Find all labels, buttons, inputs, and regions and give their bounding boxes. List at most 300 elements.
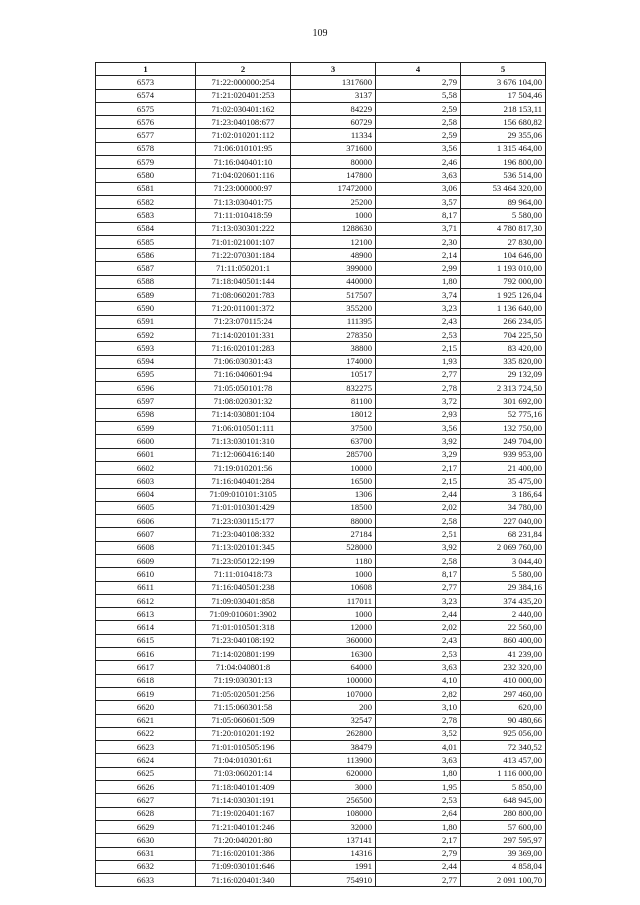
cadastral-number-cell: 71:12:060416:140 [196, 448, 291, 461]
table-row [96, 461, 546, 474]
cadastral-number-cell: 71:20:011001:372 [196, 302, 291, 315]
value-cell: 249 704,00 [461, 435, 546, 448]
cadastral-number-cell: 71:13:020101:345 [196, 541, 291, 554]
table-row [96, 315, 546, 328]
row-number-cell: 6584 [96, 222, 196, 235]
table-row [96, 262, 546, 275]
value-cell: 1 136 640,00 [461, 302, 546, 315]
table-row [96, 76, 546, 89]
row-number-cell: 6604 [96, 488, 196, 501]
area-cell: 113900 [291, 754, 376, 767]
rate-cell: 2,99 [376, 262, 461, 275]
row-number-cell: 6624 [96, 754, 196, 767]
value-cell: 536 514,00 [461, 169, 546, 182]
row-number-cell: 6618 [96, 674, 196, 687]
value-cell: 132 750,00 [461, 422, 546, 435]
value-cell: 939 953,00 [461, 448, 546, 461]
area-cell: 14316 [291, 847, 376, 860]
cadastral-number-cell: 71:02:010201:112 [196, 129, 291, 142]
table-row [96, 714, 546, 727]
rate-cell: 1,80 [376, 767, 461, 780]
value-cell: 2 091 100,70 [461, 874, 546, 887]
value-cell: 4 780 817,30 [461, 222, 546, 235]
area-cell: 517507 [291, 289, 376, 302]
rate-cell: 2,43 [376, 634, 461, 647]
cadastral-number-cell: 71:19:030301:13 [196, 674, 291, 687]
cadastral-number-cell: 71:09:010601:3902 [196, 608, 291, 621]
row-number-cell: 6622 [96, 727, 196, 740]
value-cell: 860 400,00 [461, 634, 546, 647]
area-cell: 64000 [291, 661, 376, 674]
rate-cell: 3,10 [376, 701, 461, 714]
value-cell: 17 504,46 [461, 89, 546, 102]
value-cell: 35 475,00 [461, 475, 546, 488]
area-cell: 18012 [291, 408, 376, 421]
cadastral-number-cell: 71:19:020401:167 [196, 807, 291, 820]
column-header: 5 [461, 63, 546, 76]
value-cell: 2 313 724,50 [461, 382, 546, 395]
area-cell: 371600 [291, 142, 376, 155]
area-cell: 1288630 [291, 222, 376, 235]
cadastral-number-cell: 71:22:070301:184 [196, 249, 291, 262]
rate-cell: 2,77 [376, 581, 461, 594]
rate-cell: 2,02 [376, 501, 461, 514]
cadastral-number-cell: 71:16:020101:283 [196, 342, 291, 355]
cadastral-number-cell: 71:23:000000:97 [196, 182, 291, 195]
table-row [96, 874, 546, 887]
area-cell: 60729 [291, 116, 376, 129]
area-cell: 832275 [291, 382, 376, 395]
rate-cell: 2,79 [376, 76, 461, 89]
cadastral-number-cell: 71:21:040101:246 [196, 820, 291, 833]
area-cell: 10517 [291, 368, 376, 381]
area-cell: 137141 [291, 834, 376, 847]
table-row [96, 847, 546, 860]
area-cell: 1000 [291, 209, 376, 222]
area-cell: 200 [291, 701, 376, 714]
column-header: 1 [96, 63, 196, 76]
table-row [96, 222, 546, 235]
area-cell: 100000 [291, 674, 376, 687]
area-cell: 25200 [291, 195, 376, 208]
area-cell: 1000 [291, 608, 376, 621]
rate-cell: 3,57 [376, 195, 461, 208]
table-row [96, 741, 546, 754]
table-row [96, 687, 546, 700]
value-cell: 704 225,50 [461, 328, 546, 341]
row-number-cell: 6631 [96, 847, 196, 860]
value-cell: 41 239,00 [461, 648, 546, 661]
cadastral-number-cell: 71:05:060601:509 [196, 714, 291, 727]
row-number-cell: 6629 [96, 820, 196, 833]
rate-cell: 2,79 [376, 847, 461, 860]
rate-cell: 3,06 [376, 182, 461, 195]
value-cell: 1 315 464,00 [461, 142, 546, 155]
row-number-cell: 6607 [96, 528, 196, 541]
rate-cell: 2,77 [376, 874, 461, 887]
value-cell: 3 676 104,00 [461, 76, 546, 89]
rate-cell: 3,74 [376, 289, 461, 302]
value-cell: 52 775,16 [461, 408, 546, 421]
row-number-cell: 6578 [96, 142, 196, 155]
table-row [96, 794, 546, 807]
rate-cell: 3,92 [376, 541, 461, 554]
value-cell: 3 044,40 [461, 554, 546, 567]
area-cell: 37500 [291, 422, 376, 435]
value-cell: 39 369,00 [461, 847, 546, 860]
table-row [96, 235, 546, 248]
cadastral-number-cell: 71:23:050122:199 [196, 554, 291, 567]
rate-cell: 3,56 [376, 422, 461, 435]
area-cell: 16300 [291, 648, 376, 661]
value-cell: 29 355,06 [461, 129, 546, 142]
row-number-cell: 6633 [96, 874, 196, 887]
table-row [96, 594, 546, 607]
cadastral-number-cell: 71:23:040108:677 [196, 116, 291, 129]
table-row [96, 355, 546, 368]
area-cell: 81100 [291, 395, 376, 408]
rate-cell: 1,93 [376, 355, 461, 368]
table-row [96, 568, 546, 581]
area-cell: 32547 [291, 714, 376, 727]
cadastral-number-cell: 71:13:030301:222 [196, 222, 291, 235]
area-cell: 107000 [291, 687, 376, 700]
cadastral-number-cell: 71:04:010301:61 [196, 754, 291, 767]
table-row [96, 820, 546, 833]
area-cell: 360000 [291, 634, 376, 647]
rate-cell: 2,51 [376, 528, 461, 541]
row-number-cell: 6575 [96, 102, 196, 115]
cadastral-number-cell: 71:15:060301:58 [196, 701, 291, 714]
rate-cell: 2,78 [376, 382, 461, 395]
value-cell: 89 964,00 [461, 195, 546, 208]
cadastral-number-cell: 71:05:050101:78 [196, 382, 291, 395]
table-row [96, 541, 546, 554]
area-cell: 17472000 [291, 182, 376, 195]
row-number-cell: 6601 [96, 448, 196, 461]
cadastral-number-cell: 71:16:040401:284 [196, 475, 291, 488]
table-row [96, 634, 546, 647]
table-row [96, 475, 546, 488]
value-cell: 1 193 010,00 [461, 262, 546, 275]
area-cell: 63700 [291, 435, 376, 448]
rate-cell: 2,14 [376, 249, 461, 262]
row-number-cell: 6600 [96, 435, 196, 448]
table-row [96, 395, 546, 408]
row-number-cell: 6573 [96, 76, 196, 89]
value-cell: 22 560,00 [461, 621, 546, 634]
value-cell: 5 580,00 [461, 209, 546, 222]
row-number-cell: 6586 [96, 249, 196, 262]
area-cell: 16500 [291, 475, 376, 488]
value-cell: 57 600,00 [461, 820, 546, 833]
cadastral-number-cell: 71:05:020501:256 [196, 687, 291, 700]
cadastral-number-cell: 71:08:060201:783 [196, 289, 291, 302]
table-row [96, 156, 546, 169]
table-row [96, 661, 546, 674]
row-number-cell: 6626 [96, 781, 196, 794]
row-number-cell: 6596 [96, 382, 196, 395]
row-number-cell: 6609 [96, 554, 196, 567]
value-cell: 5 580,00 [461, 568, 546, 581]
area-cell: 440000 [291, 275, 376, 288]
column-header: 2 [196, 63, 291, 76]
value-cell: 156 680,82 [461, 116, 546, 129]
row-number-cell: 6599 [96, 422, 196, 435]
area-cell: 620000 [291, 767, 376, 780]
area-cell: 3137 [291, 89, 376, 102]
area-cell: 88000 [291, 515, 376, 528]
area-cell: 174000 [291, 355, 376, 368]
area-cell: 262800 [291, 727, 376, 740]
cadastral-number-cell: 71:20:040201:80 [196, 834, 291, 847]
row-number-cell: 6598 [96, 408, 196, 421]
value-cell: 301 692,00 [461, 395, 546, 408]
area-cell: 355200 [291, 302, 376, 315]
rate-cell: 3,23 [376, 302, 461, 315]
cadastral-number-cell: 71:02:030401:162 [196, 102, 291, 115]
row-number-cell: 6595 [96, 368, 196, 381]
cadastral-number-cell: 71:23:070115:24 [196, 315, 291, 328]
table-row [96, 195, 546, 208]
row-number-cell: 6603 [96, 475, 196, 488]
row-number-cell: 6589 [96, 289, 196, 302]
cadastral-number-cell: 71:11:050201:1 [196, 262, 291, 275]
row-number-cell: 6592 [96, 328, 196, 341]
row-number-cell: 6616 [96, 648, 196, 661]
rate-cell: 2,44 [376, 608, 461, 621]
row-number-cell: 6605 [96, 501, 196, 514]
row-number-cell: 6581 [96, 182, 196, 195]
row-number-cell: 6610 [96, 568, 196, 581]
rate-cell: 8,17 [376, 209, 461, 222]
cadastral-number-cell: 71:22:000000:254 [196, 76, 291, 89]
cadastral-number-cell: 71:14:020101:331 [196, 328, 291, 341]
column-header: 3 [291, 63, 376, 76]
row-number-cell: 6594 [96, 355, 196, 368]
cadastral-number-cell: 71:09:030101:646 [196, 860, 291, 873]
table-row [96, 727, 546, 740]
table-row [96, 342, 546, 355]
cadastral-number-cell: 71:06:010101:95 [196, 142, 291, 155]
rate-cell: 2,77 [376, 368, 461, 381]
row-number-cell: 6628 [96, 807, 196, 820]
rate-cell: 2,58 [376, 116, 461, 129]
value-cell: 232 320,00 [461, 661, 546, 674]
table-row [96, 289, 546, 302]
table-row [96, 328, 546, 341]
value-cell: 1 925 126,04 [461, 289, 546, 302]
table-row [96, 701, 546, 714]
row-number-cell: 6576 [96, 116, 196, 129]
row-number-cell: 6579 [96, 156, 196, 169]
row-number-cell: 6625 [96, 767, 196, 780]
row-number-cell: 6619 [96, 687, 196, 700]
table-row [96, 834, 546, 847]
cadastral-number-cell: 71:08:020301:32 [196, 395, 291, 408]
area-cell: 108000 [291, 807, 376, 820]
column-header: 4 [376, 63, 461, 76]
cadastral-number-cell: 71:23:040108:192 [196, 634, 291, 647]
area-cell: 38800 [291, 342, 376, 355]
row-number-cell: 6593 [96, 342, 196, 355]
table-row [96, 767, 546, 780]
table-row [96, 515, 546, 528]
area-cell: 1991 [291, 860, 376, 873]
rate-cell: 3,63 [376, 661, 461, 674]
value-cell: 29 132,09 [461, 368, 546, 381]
cadastral-number-cell: 71:11:010418:73 [196, 568, 291, 581]
table-row [96, 648, 546, 661]
cadastral-number-cell: 71:16:020101:386 [196, 847, 291, 860]
cadastral-number-cell: 71:09:030401:858 [196, 594, 291, 607]
area-cell: 111395 [291, 315, 376, 328]
table-row [96, 754, 546, 767]
cadastral-number-cell: 71:01:021001:107 [196, 235, 291, 248]
table-row [96, 302, 546, 315]
value-cell: 410 000,00 [461, 674, 546, 687]
area-cell: 285700 [291, 448, 376, 461]
value-cell: 27 830,00 [461, 235, 546, 248]
cadastral-number-cell: 71:06:030301:43 [196, 355, 291, 368]
cadastral-number-cell: 71:16:040401:10 [196, 156, 291, 169]
rate-cell: 2,64 [376, 807, 461, 820]
cadastral-number-cell: 71:06:010501:111 [196, 422, 291, 435]
rate-cell: 1,80 [376, 275, 461, 288]
value-cell: 227 040,00 [461, 515, 546, 528]
rate-cell: 3,63 [376, 754, 461, 767]
table-row [96, 142, 546, 155]
table-row [96, 368, 546, 381]
value-cell: 297 595,97 [461, 834, 546, 847]
cadastral-number-cell: 71:14:030801:104 [196, 408, 291, 421]
rate-cell: 2,93 [376, 408, 461, 421]
rate-cell: 2,30 [376, 235, 461, 248]
rate-cell: 3,29 [376, 448, 461, 461]
rate-cell: 2,44 [376, 488, 461, 501]
table-body [96, 76, 546, 887]
table-row [96, 554, 546, 567]
rate-cell: 1,80 [376, 820, 461, 833]
row-number-cell: 6574 [96, 89, 196, 102]
rate-cell: 2,15 [376, 342, 461, 355]
area-cell: 32000 [291, 820, 376, 833]
value-cell: 218 153,11 [461, 102, 546, 115]
rate-cell: 3,56 [376, 142, 461, 155]
area-cell: 12100 [291, 235, 376, 248]
rate-cell: 2,02 [376, 621, 461, 634]
rate-cell: 3,71 [376, 222, 461, 235]
area-cell: 117011 [291, 594, 376, 607]
value-cell: 104 646,00 [461, 249, 546, 262]
cadastral-number-cell: 71:01:010301:429 [196, 501, 291, 514]
page-number: 109 [312, 28, 328, 39]
rate-cell: 2,58 [376, 554, 461, 567]
value-cell: 620,00 [461, 701, 546, 714]
table-row [96, 488, 546, 501]
row-number-cell: 6632 [96, 860, 196, 873]
rate-cell: 2,58 [376, 515, 461, 528]
row-number-cell: 6585 [96, 235, 196, 248]
rate-cell: 2,82 [376, 687, 461, 700]
table-row [96, 581, 546, 594]
rate-cell: 2,17 [376, 834, 461, 847]
row-number-cell: 6587 [96, 262, 196, 275]
value-cell: 2 069 760,00 [461, 541, 546, 554]
rate-cell: 2,43 [376, 315, 461, 328]
area-cell: 10608 [291, 581, 376, 594]
table-row [96, 674, 546, 687]
value-cell: 34 780,00 [461, 501, 546, 514]
cadastral-number-cell: 71:21:020401:253 [196, 89, 291, 102]
area-cell: 256500 [291, 794, 376, 807]
cadastral-number-cell: 71:13:030401:75 [196, 195, 291, 208]
value-cell: 4 858,04 [461, 860, 546, 873]
value-cell: 90 480,66 [461, 714, 546, 727]
row-number-cell: 6597 [96, 395, 196, 408]
value-cell: 648 945,00 [461, 794, 546, 807]
row-number-cell: 6615 [96, 634, 196, 647]
cadastral-number-cell: 71:14:030301:191 [196, 794, 291, 807]
area-cell: 27184 [291, 528, 376, 541]
rate-cell: 3,72 [376, 395, 461, 408]
table-row [96, 608, 546, 621]
cadastral-number-cell: 71:01:010501:318 [196, 621, 291, 634]
area-cell: 147800 [291, 169, 376, 182]
row-number-cell: 6611 [96, 581, 196, 594]
value-cell: 5 850,00 [461, 781, 546, 794]
rate-cell: 2,17 [376, 461, 461, 474]
rate-cell: 2,78 [376, 714, 461, 727]
value-cell: 413 457,00 [461, 754, 546, 767]
value-cell: 792 000,00 [461, 275, 546, 288]
row-number-cell: 6582 [96, 195, 196, 208]
row-number-cell: 6580 [96, 169, 196, 182]
table-row [96, 102, 546, 115]
value-cell: 21 400,00 [461, 461, 546, 474]
cadastral-number-cell: 71:20:010201:192 [196, 727, 291, 740]
value-cell: 72 340,52 [461, 741, 546, 754]
cadastral-number-cell: 71:14:020801:199 [196, 648, 291, 661]
area-cell: 12000 [291, 621, 376, 634]
value-cell: 53 464 320,00 [461, 182, 546, 195]
cadastral-number-cell: 71:19:010201:56 [196, 461, 291, 474]
value-cell: 83 420,00 [461, 342, 546, 355]
cadastral-number-cell: 71:01:010505:196 [196, 741, 291, 754]
cadastral-number-cell: 71:16:020401:340 [196, 874, 291, 887]
rate-cell: 2,53 [376, 328, 461, 341]
row-number-cell: 6583 [96, 209, 196, 222]
cadastral-number-cell: 71:13:030101:310 [196, 435, 291, 448]
cadastral-number-cell: 71:18:040501:144 [196, 275, 291, 288]
cadastral-number-cell: 71:09:010101:3105 [196, 488, 291, 501]
row-number-cell: 6608 [96, 541, 196, 554]
value-cell: 280 800,00 [461, 807, 546, 820]
area-cell: 18500 [291, 501, 376, 514]
area-cell: 1306 [291, 488, 376, 501]
table-row [96, 129, 546, 142]
value-cell: 2 440,00 [461, 608, 546, 621]
row-number-cell: 6602 [96, 461, 196, 474]
row-number-cell: 6590 [96, 302, 196, 315]
rate-cell: 2,53 [376, 794, 461, 807]
value-cell: 266 234,05 [461, 315, 546, 328]
table-row [96, 621, 546, 634]
area-cell: 278350 [291, 328, 376, 341]
row-number-cell: 6630 [96, 834, 196, 847]
table-row [96, 209, 546, 222]
cadastral-number-cell: 71:03:060201:14 [196, 767, 291, 780]
